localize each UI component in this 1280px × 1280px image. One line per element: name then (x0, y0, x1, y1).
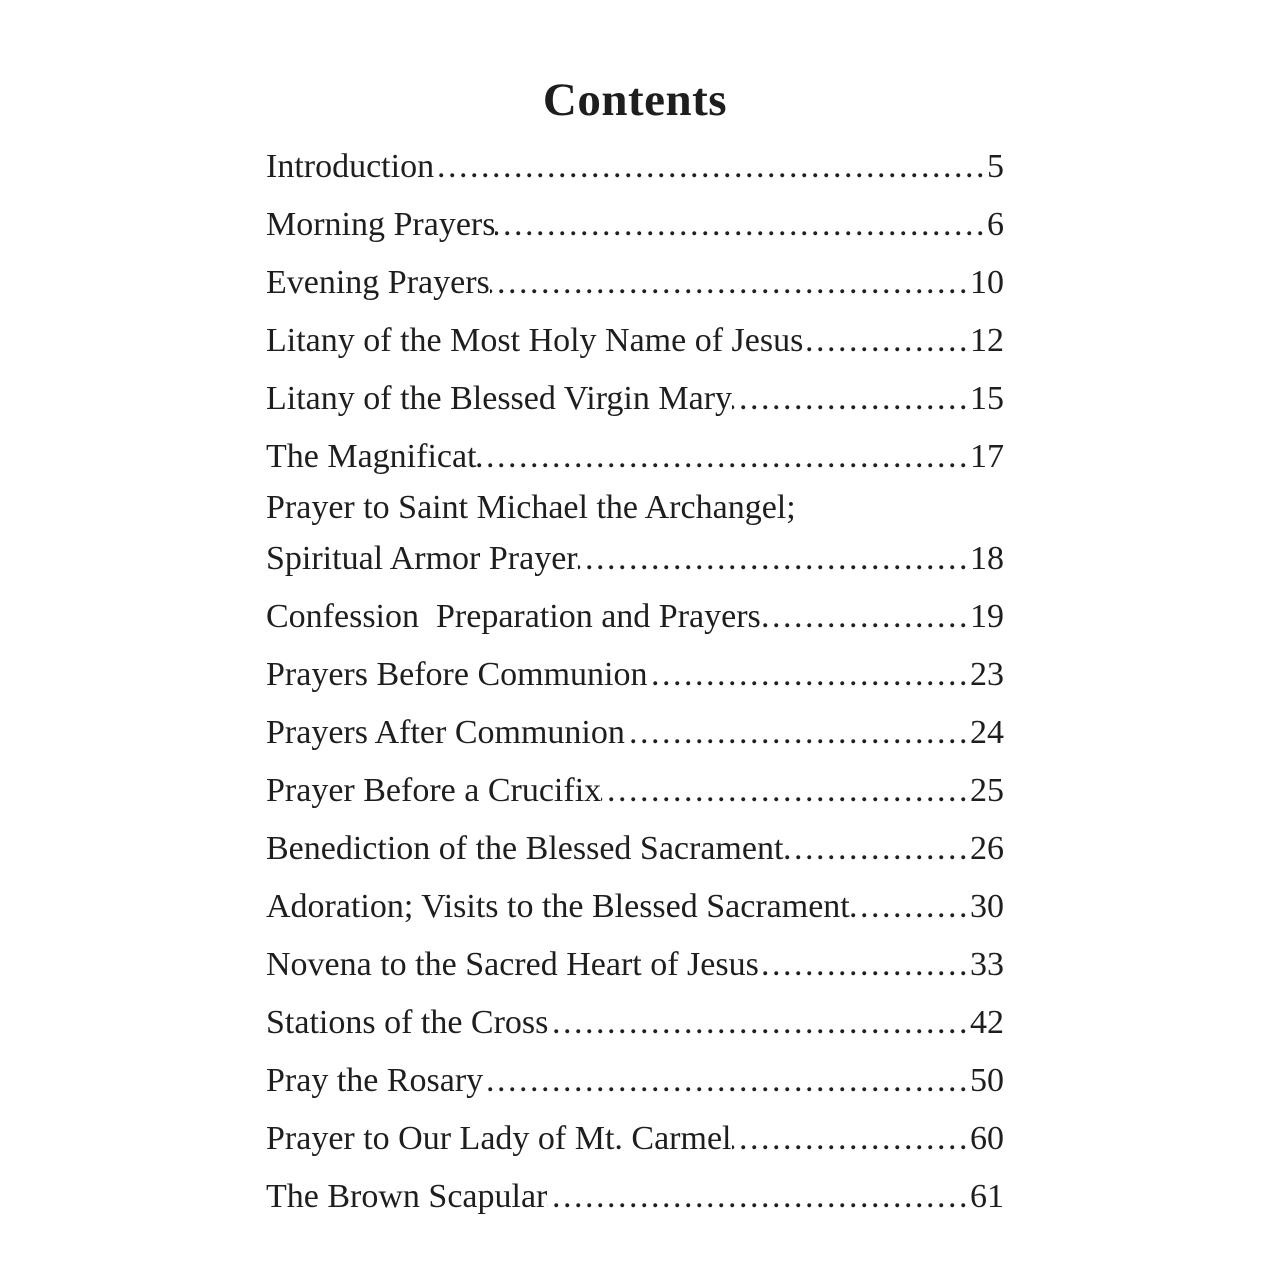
toc-entry (266, 704, 1004, 762)
toc-entry (266, 1110, 1004, 1168)
dot-leader (490, 254, 970, 312)
toc-entry-page: 24 (970, 714, 1004, 751)
dot-leader (850, 878, 970, 936)
toc-entry (266, 254, 1004, 312)
toc-entry-page: 42 (970, 1004, 1004, 1041)
toc-entry-row (266, 138, 1004, 196)
toc-entry (266, 994, 1004, 1052)
toc-entry-label: Prayer Before a Crucifix (266, 772, 602, 809)
toc-entry-page: 33 (970, 946, 1004, 983)
toc-entry (266, 1168, 1004, 1226)
toc-entry-label: Prayer to Our Lady of Mt. Carmel (266, 1120, 732, 1157)
toc-entry-row (266, 588, 1004, 646)
toc-entry-page: 26 (970, 830, 1004, 867)
toc-entry-row (266, 196, 1004, 254)
dot-leader (759, 936, 970, 994)
toc-entry-row (266, 530, 1004, 588)
contents-block (266, 72, 1004, 1226)
toc-entry-label-line1: Prayer to Saint Michael the Archangel; (266, 489, 796, 526)
toc-entry-label: Novena to the Sacred Heart of Jesus (266, 946, 759, 983)
toc-entry (266, 588, 1004, 646)
toc-entry-page: 19 (970, 598, 1004, 635)
toc-entry-label: Introduction (266, 148, 435, 185)
toc-entry-row (266, 1052, 1004, 1110)
toc-entry-row (266, 428, 1004, 486)
toc-entry-page: 25 (970, 772, 1004, 809)
toc-list (266, 138, 1004, 1226)
toc-entry (266, 138, 1004, 196)
toc-entry-label: Pray the Rosary (266, 1062, 484, 1099)
dot-leader (547, 1168, 970, 1226)
toc-entry-label: Confession Preparation and Prayers (266, 598, 761, 635)
toc-entry-row (266, 1168, 1004, 1226)
toc-entry-page: 50 (970, 1062, 1004, 1099)
toc-entry (266, 196, 1004, 254)
toc-entry-row (266, 704, 1004, 762)
dot-leader (477, 428, 970, 486)
dot-leader (434, 138, 987, 196)
toc-entry-label: Benediction of the Blessed Sacrament (266, 830, 784, 867)
dot-leader (578, 530, 970, 588)
toc-entry-row (266, 370, 1004, 428)
toc-entry-row (266, 254, 1004, 312)
toc-entry-page: 6 (987, 206, 1004, 243)
toc-entry-label: Morning Prayers (266, 206, 496, 243)
toc-entry-page: 15 (970, 380, 1004, 417)
toc-entry-page: 30 (970, 888, 1004, 925)
toc-entry (266, 646, 1004, 704)
toc-entry-label: Litany of the Blessed Virgin Mary (266, 380, 733, 417)
toc-entry-label: Adoration; Visits to the Blessed Sacrament (266, 888, 850, 925)
toc-entry (266, 820, 1004, 878)
toc-entry-row (266, 820, 1004, 878)
toc-entry (266, 1052, 1004, 1110)
dot-leader (648, 646, 971, 704)
toc-entry-page: 60 (970, 1120, 1004, 1157)
toc-entry-row (266, 646, 1004, 704)
dot-leader (601, 762, 970, 820)
toc-entry-label: The Brown Scapular (266, 1178, 548, 1215)
toc-entry-label: Stations of the Cross (266, 1004, 549, 1041)
toc-entry-page: 10 (970, 264, 1004, 301)
dot-leader (761, 588, 970, 646)
toc-entry (266, 486, 1004, 588)
toc-entry (266, 762, 1004, 820)
toc-entry (266, 312, 1004, 370)
dot-leader (483, 1052, 970, 1110)
toc-entry-label: The Magnificat (266, 438, 477, 475)
toc-entry-page: 23 (970, 656, 1004, 693)
toc-entry-row (266, 936, 1004, 994)
toc-entry (266, 428, 1004, 486)
toc-entry-page: 5 (987, 148, 1004, 185)
toc-entry (266, 936, 1004, 994)
dot-leader (803, 312, 970, 370)
toc-entry (266, 878, 1004, 936)
toc-entry-page: 12 (970, 322, 1004, 359)
toc-entry-row (266, 312, 1004, 370)
toc-entry-row (266, 878, 1004, 936)
toc-entry-label: Prayers After Communion (266, 714, 625, 751)
dot-leader (732, 370, 970, 428)
toc-entry (266, 370, 1004, 428)
dot-leader (625, 704, 970, 762)
page-title: Contents (542, 74, 728, 126)
toc-entry-label: Litany of the Most Holy Name of Jesus (266, 322, 804, 359)
toc-entry-row (266, 762, 1004, 820)
dot-leader (732, 1110, 971, 1168)
dot-leader (548, 994, 970, 1052)
toc-entry-label: Prayers Before Communion (266, 656, 648, 693)
toc-entry-page: 18 (970, 540, 1004, 577)
toc-entry-label: Evening Prayers (266, 264, 490, 301)
dot-leader (495, 196, 987, 254)
dot-leader (783, 820, 970, 878)
toc-entry-row (266, 994, 1004, 1052)
toc-entry-label: Spiritual Armor Prayer (266, 540, 578, 577)
toc-entry-page: 61 (970, 1178, 1004, 1215)
toc-entry-page: 17 (970, 438, 1004, 475)
toc-entry-row (266, 1110, 1004, 1168)
